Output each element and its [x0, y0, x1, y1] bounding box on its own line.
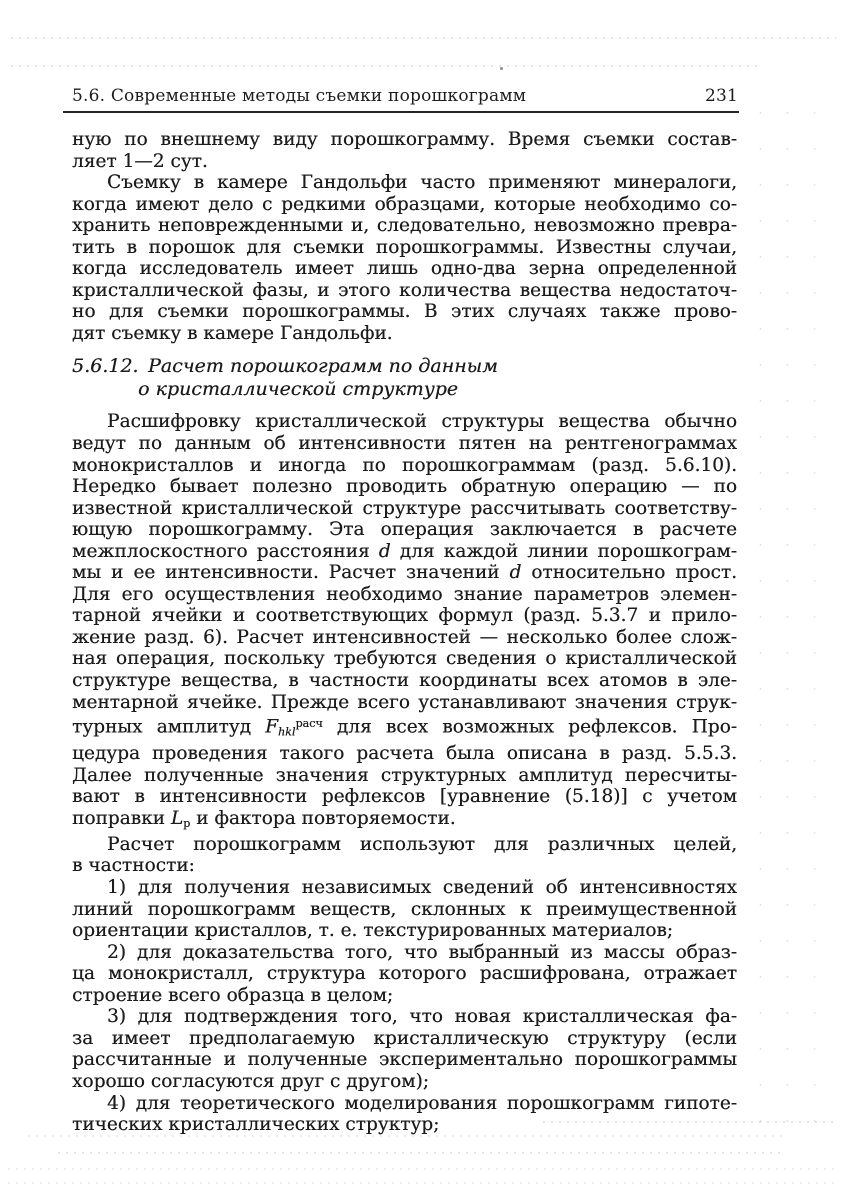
text-line: ведут по данным об интенсивности пятен на рентгенограммах: [72, 433, 737, 455]
section-heading: [72, 355, 737, 401]
text-line: цедура проведения такого расчета была описана в разд. 5.5.3.: [72, 742, 737, 764]
text-line: Расшифровку кристаллической структуры вещества обычно: [107, 411, 737, 433]
text-line: 5.6.12. Расчет порошкограмм по данным: [72, 355, 498, 378]
scan-noise-line: [8, 64, 763, 68]
text-line: тарной ячейки и соответствующих формул (разд. 5.3.7 и прило-: [72, 605, 737, 627]
scan-noise-line: [5, 1167, 837, 1171]
text-line: ляет 1—2 сут.: [72, 150, 208, 172]
text-line: 1) для получения независимых сведений об интенсивностях: [107, 877, 737, 899]
text-line: мы и ее интенсивности. Расчет значений d относительно прост.: [72, 562, 737, 584]
text-line: в частности:: [72, 855, 195, 877]
paragraph: [72, 129, 737, 172]
text-line: ца монокристалл, структура которого расшифрована, отражает: [72, 963, 737, 985]
running-header: [72, 86, 738, 106]
list-item: [72, 877, 737, 942]
text-line: но для съемки порошкограммы. В этих случаях также прово-: [72, 301, 737, 323]
text-line: Съемку в камере Гандольфи часто применяют минералоги,: [107, 172, 737, 194]
text-line: дят съемку в камере Гандольфи.: [72, 322, 393, 344]
text-line: ориентации кристаллов, т. е. текстурированных материалов;: [72, 920, 674, 942]
list-item: [72, 1093, 737, 1136]
page-body: [72, 129, 737, 1136]
text-line: поправки $L_p$ и фактора повторяемости.: [72, 807, 456, 830]
text-line: когда имеют дело с редкими образцами, которые необходимо со-: [72, 193, 737, 215]
running-header-title: 5.6. Современные методы съемки порошкограмм: [72, 86, 527, 106]
text-line: вают в интенсивности рефлексов [уравнение (5.18)] с учетом: [72, 786, 737, 808]
text-line: линий порошкограмм веществ, склонных к преимущественной: [72, 898, 737, 920]
text-line: монокристаллов и иногда по порошкограммам (разд. 5.6.10).: [72, 454, 737, 476]
header-rule: [63, 111, 739, 113]
text-line: 2) для доказательства того, что выбранный из массы образ-: [107, 941, 737, 963]
text-line: строение всего образца в целом;: [72, 984, 394, 1006]
text-line: жение разд. 6). Расчет интенсивностей — несколько более слож-: [72, 626, 737, 648]
list-item: [72, 1006, 737, 1092]
text-line: Для его осуществления необходимо знание параметров элемен-: [72, 583, 737, 605]
scan-noise-line: [55, 1151, 785, 1155]
text-line: межплоскостного расстояния d для каждой линии порошкограм-: [72, 540, 737, 562]
text-line: ментарной ячейке. Прежде всего устанавливают значения струк-: [72, 691, 737, 713]
list-item: [72, 942, 737, 1007]
text-line: 3) для подтверждения того, что новая кристаллическая фа-: [107, 1006, 737, 1028]
text-line: Расчет порошкограмм используют для различных целей,: [107, 833, 737, 855]
text-line: Нередко бывает полезно проводить обратную операцию — по: [72, 476, 737, 498]
text-line: ющую порошкограмму. Эта операция заключается в расчете: [72, 519, 737, 541]
paragraph: [72, 411, 737, 833]
text-line: известной кристаллической структуре рассчитывать соответству-: [72, 497, 737, 519]
text-line: ную по внешнему виду порошкограмму. Время съемки состав-: [72, 129, 737, 150]
text-line: ная операция, поскольку требуются сведения о кристаллической: [72, 648, 737, 670]
text-line: хранить неповрежденными и, следовательно, невозможно превра-: [72, 215, 737, 237]
page-number: 231: [704, 86, 738, 106]
scan-noise-margin: [747, 95, 839, 1125]
text-line: рассчитанные и полученные экспериментально порошкограммы: [72, 1049, 737, 1071]
text-line: за имеет предполагаемую кристаллическую структуру (если: [72, 1027, 737, 1049]
text-line: кристаллической фазы, и этого количества вещества недостаточ-: [72, 279, 737, 301]
text-line: тических кристаллических структур;: [72, 1114, 440, 1136]
text-line: когда исследователь имеет лишь одно-два зерна определенной: [72, 258, 737, 280]
text-line: 4) для теоретического моделирования порошкограмм гипоте-: [107, 1092, 737, 1114]
scan-speck: [500, 67, 503, 70]
text-line: о кристаллической структуре: [138, 378, 459, 401]
paragraph: [72, 172, 737, 344]
text-line: хорошо согласуются друг с другом);: [72, 1070, 429, 1092]
scan-noise-line: [8, 36, 836, 40]
text-line: турных амплитуд $F_{hkl}^{расч}$ для всех возможных рефлексов. Про-: [72, 716, 737, 739]
text-line: Далее полученные значения структурных амплитуд пересчиты-: [72, 764, 737, 786]
text-line: тить в порошок для съемки порошкограммы. Известны случаи,: [72, 236, 737, 258]
text-line: структуре вещества, в частности координаты всех атомов в эле-: [72, 670, 737, 692]
scan-noise-line: [5, 1181, 837, 1185]
paragraph: [72, 834, 737, 877]
